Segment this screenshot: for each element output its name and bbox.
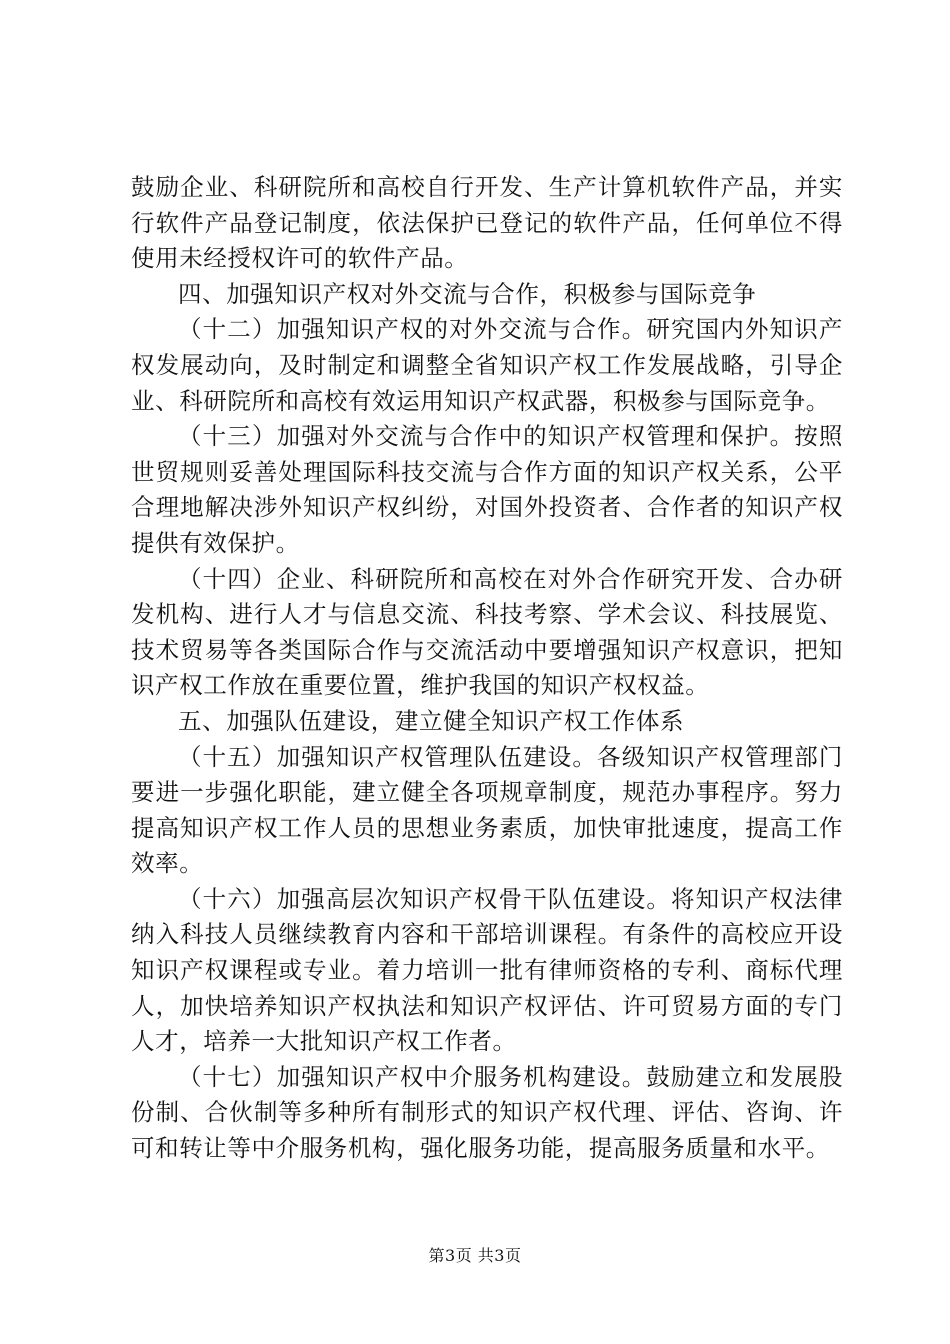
paragraph-item-12: （十二）加强知识产权的对外交流与合作。研究国内外知识产权发展动向，及时制定和调整全省知识产权工作发展战略，引导企业、科研院所和高校有效运用知识产权武器，积极参与国际竞争。 <box>131 315 843 415</box>
document-body <box>131 170 843 1167</box>
paragraph-item-15: （十五）加强知识产权管理队伍建设。各级知识产权管理部门要进一步强化职能，建立健全各项规章制度，规范办事程序。努力提高知识产权工作人员的思想业务素质，加快审批速度，提高工作效率。 <box>131 742 843 878</box>
paragraph-item-14: （十四）企业、科研院所和高校在对外合作研究开发、合办研发机构、进行人才与信息交流、科技考察、学术会议、科技展览、技术贸易等各类国际合作与交流活动中要增强知识产权意识，把知识产权工作放在重要位置，维护我国的知识产权权益。 <box>131 564 843 700</box>
section-heading-four: 四、加强知识产权对外交流与合作，积极参与国际竞争 <box>178 279 757 308</box>
paragraph-item-13: （十三）加强对外交流与合作中的知识产权管理和保护。按照世贸规则妥善处理国际科技交流与合作方面的知识产权关系，公平合理地解决涉外知识产权纠纷，对国外投资者、合作者的知识产权提供有效保护。 <box>131 422 843 557</box>
page-footer <box>0 1245 950 1267</box>
paragraph-software-clause: 鼓励企业、科研院所和高校自行开发、生产计算机软件产品，并实行软件产品登记制度，依法保护已登记的软件产品，任何单位不得使用未经授权许可的软件产品。 <box>131 173 843 273</box>
paragraph-item-16: （十六）加强高层次知识产权骨干队伍建设。将知识产权法律纳入科技人员继续教育内容和干部培训课程。有条件的高校应开设知识产权课程或专业。着力培训一批有律师资格的专利、商标代理人，加快培养知识产权执法和知识产权评估、许可贸易方面的专门人才，培养一大批知识产权工作者。 <box>131 884 843 1056</box>
section-heading-five: 五、加强队伍建设，建立健全知识产权工作体系 <box>178 706 685 735</box>
page-number-label: 第3页 共3页 <box>428 1246 522 1265</box>
paragraph-item-17: （十七）加强知识产权中介服务机构建设。鼓励建立和发展股份制、合伙制等多种所有制形式的知识产权代理、评估、咨询、许可和转让等中介服务机构，强化服务功能，提高服务质量和水平。 <box>131 1062 843 1163</box>
